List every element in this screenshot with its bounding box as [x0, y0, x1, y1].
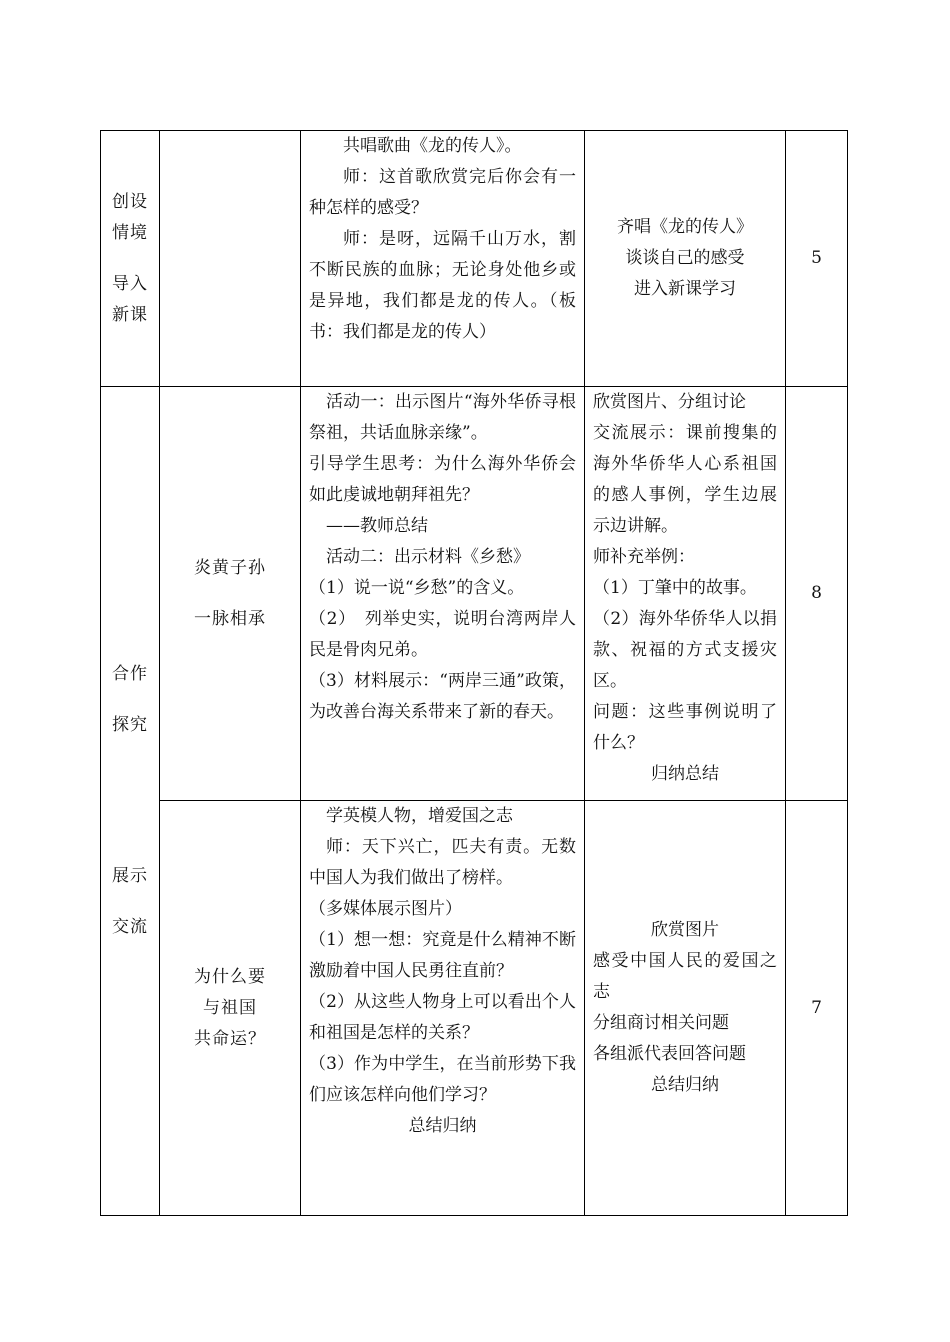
student-activity-cell	[585, 801, 786, 1216]
teacher-text: 总结归纳	[408, 1116, 477, 1136]
teacher-text: 活动一：出示图片“海外华侨寻根祭祖，共话血脉亲缘”。	[309, 392, 576, 443]
student-text: 进入新课学习	[634, 279, 736, 299]
table-row	[101, 131, 848, 387]
student-text: 齐唱《龙的传人》	[617, 217, 753, 237]
time-cell: 7	[786, 801, 848, 1216]
student-text: 谈谈自己的感受	[625, 248, 745, 268]
student-activity-cell	[585, 387, 786, 801]
stage-label: 创设	[112, 191, 148, 212]
topic-label: 共命运？	[194, 1028, 266, 1049]
teacher-text: （1）想一想：究竟是什么精神不断激励着中国人民勇往直前？	[309, 930, 576, 981]
student-text: 欣赏图片	[651, 920, 719, 940]
student-text: （2）海外华侨华人以捐款、祝福的方式支援灾区。	[593, 609, 777, 691]
teacher-activity-cell	[301, 387, 585, 801]
stage-label: 交流	[112, 917, 148, 937]
student-activity-cell	[585, 131, 786, 387]
teacher-activity-cell	[301, 801, 585, 1216]
teacher-text: （2）从这些人物身上可以看出个人和祖国是怎样的关系？	[309, 992, 576, 1043]
teacher-text: 活动二：出示材料《乡愁》	[326, 547, 530, 567]
topic-label: 一脉相承	[194, 608, 266, 629]
teacher-text: 师：天下兴亡，匹夫有责。无数中国人为我们做出了榜样。	[309, 837, 576, 888]
topic-cell-empty	[160, 131, 301, 387]
student-text: 师补充举例：	[593, 547, 695, 567]
teacher-activity-cell	[301, 131, 585, 387]
student-text: 问题：这些事例说明了什么？	[593, 702, 777, 753]
student-text: 归纳总结	[651, 764, 719, 784]
teacher-text: ——教师总结	[326, 516, 428, 536]
stage-label: 合作	[112, 664, 148, 684]
student-text: 各组派代表回答问题	[593, 1044, 746, 1064]
teacher-text: （1）说一说“乡愁”的含义。	[309, 578, 525, 598]
teacher-text: 共唱歌曲《龙的传人》。	[343, 136, 522, 156]
teacher-text: 引导学生思考：为什么海外华侨会如此虔诚地朝拜祖先？	[309, 454, 576, 505]
topic-label: 与祖国	[203, 997, 257, 1018]
stage-label: 情境	[112, 222, 148, 243]
stage-label: 探究	[112, 715, 148, 735]
topic-label: 炎黄子孙	[194, 557, 266, 578]
stage-label: 导入	[112, 273, 148, 294]
teacher-text: （3）作为中学生，在当前形势下我们应该怎样向他们学习？	[309, 1054, 576, 1105]
teacher-text: 师：这首歌欣赏完后你会有一种怎样的感受？	[309, 167, 576, 218]
topic-cell	[160, 387, 301, 801]
teacher-text: （多媒体展示图片）	[309, 899, 462, 919]
topic-label: 为什么要	[194, 966, 266, 987]
teacher-text: （3）材料展示：“两岸三通”政策，为改善台海关系带来了新的春天。	[309, 671, 576, 722]
time-cell: 8	[786, 387, 848, 801]
table-row	[101, 801, 848, 1216]
stage-label: 展示	[112, 866, 148, 886]
time-cell: 5	[786, 131, 848, 387]
student-text: （1）丁肇中的故事。	[593, 578, 757, 598]
lesson-plan-table	[100, 130, 848, 1216]
stage-label: 新课	[112, 304, 148, 325]
stage-cell	[101, 131, 160, 387]
teacher-text: 师：是呀，远隔千山万水，割不断民族的血脉；无论身处他乡或是异地，我们都是龙的传人。（板书：我们都是龙的传人）	[309, 229, 576, 342]
student-text: 感受中国人民的爱国之志	[593, 951, 777, 1002]
student-text: 分组商讨相关问题	[593, 1013, 729, 1033]
teacher-text: 学英模人物，增爱国之志	[326, 806, 513, 826]
topic-cell	[160, 801, 301, 1216]
student-text: 交流展示：课前搜集的海外华侨华人心系祖国的感人事例，学生边展示边讲解。	[593, 423, 777, 536]
stage-cell	[101, 387, 160, 1216]
table-row	[101, 387, 848, 801]
teacher-text: （2） 列举史实，说明台湾两岸人民是骨肉兄弟。	[309, 609, 576, 660]
student-text: 总结归纳	[651, 1075, 719, 1095]
student-text: 欣赏图片、分组讨论	[593, 392, 746, 412]
